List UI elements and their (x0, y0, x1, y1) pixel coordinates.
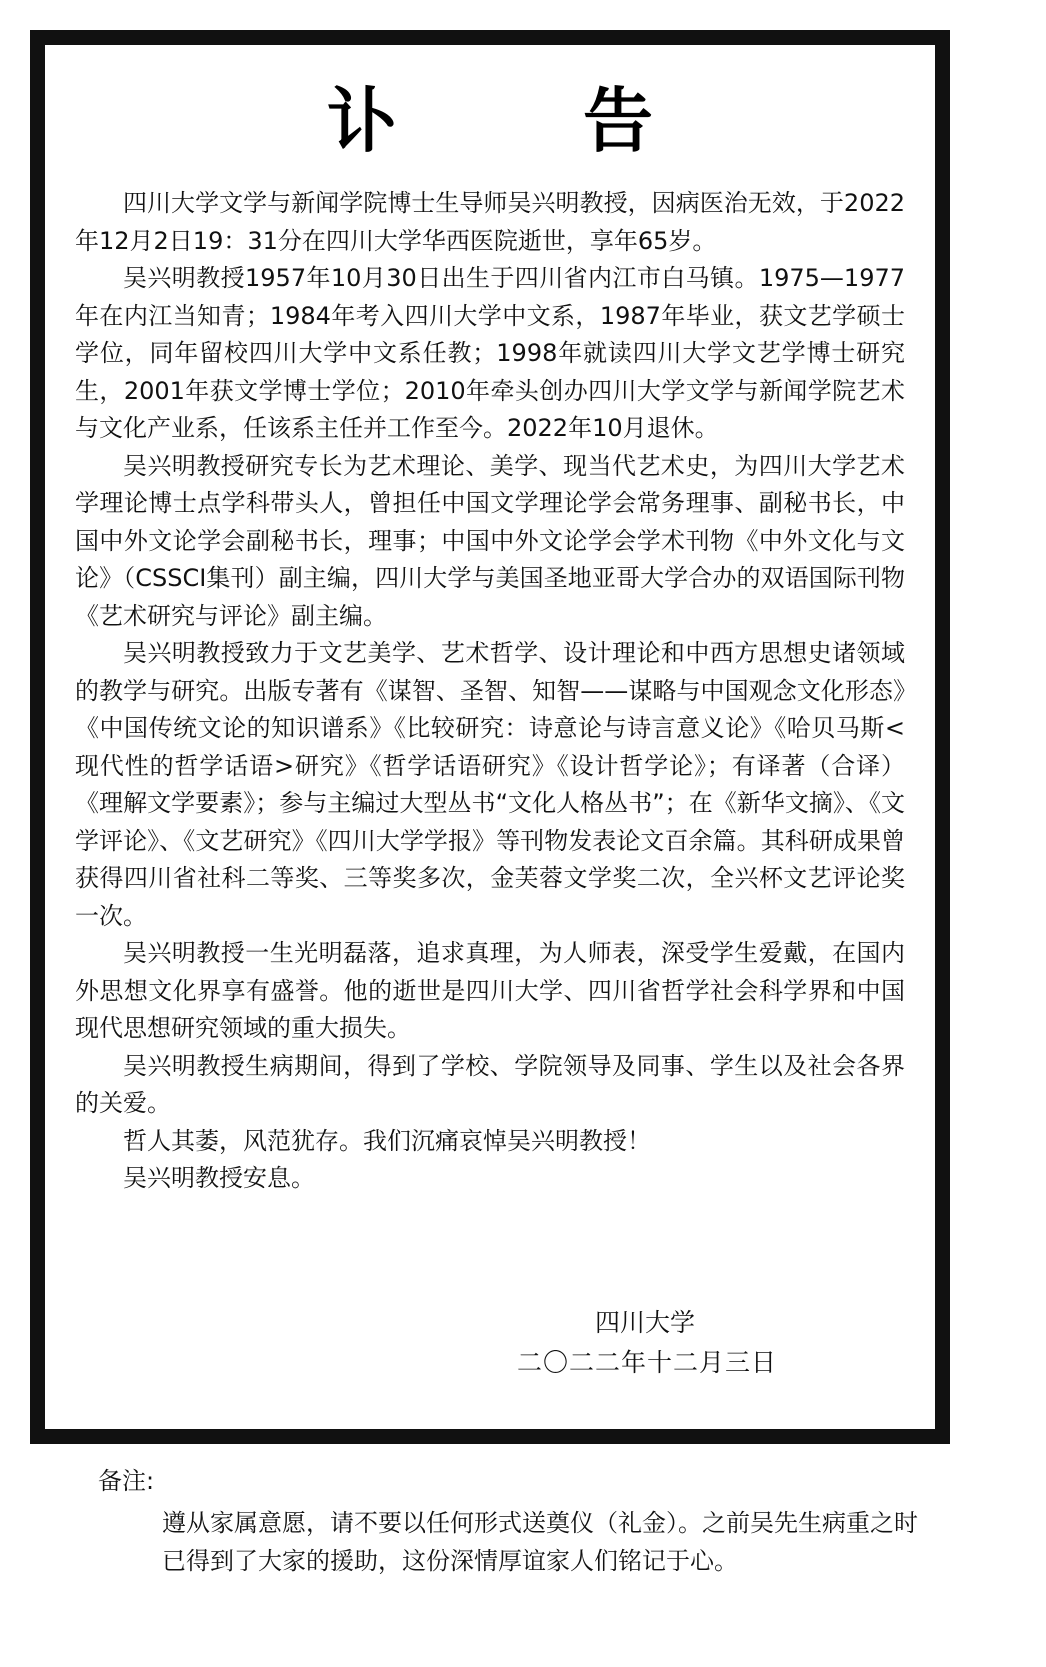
signature-organization: 四川大学 (595, 1308, 696, 1337)
notice-title: 讣 告 (327, 80, 711, 162)
paragraph-research-roles: 吴兴明教授研究专长为艺术理论、美学、现当代艺术史，为四川大学艺术学理论博士点学科带头人，曾担任中国文学理论学会常务理事、副秘书长，中国中外文论学会副秘书长，理事；中国中外文论学会学术刊物《中外文化与文论》（CSSCI集刊）副主编，四川大学与美国圣地亚哥大学合办的双语国际刊物《艺术研究与评论》副主编。 (75, 451, 905, 630)
notice-body (75, 185, 905, 1198)
paragraph-rest-in-peace: 吴兴明教授安息。 (123, 1164, 315, 1192)
notes-section (98, 1462, 918, 1580)
paragraph-mourning: 哲人其萎，风范犹存。我们沉痛哀悼吴兴明教授！ (123, 1126, 651, 1155)
paragraph-biography: 吴兴明教授1957年10月30日出生于四川省内江市白马镇。1975—1977年在内江当知青；1984年考入四川大学中文系，1987年毕业，获文艺学硕士学位，同年留校四川大学中文系任教；1998年就读四川大学文艺学博士研究生，2001年获文学博士学位；2010年牵头创办四川大学文学与新闻学院艺术与文化产业系，任该系主任并工作至今。2022年10月退休。 (75, 264, 905, 442)
notes-label: 备注: (98, 1467, 155, 1495)
obituary-frame (30, 30, 950, 1444)
signature-block (517, 1303, 797, 1383)
paragraph-death-announcement: 四川大学文学与新闻学院博士生导师吴兴明教授，因病医治无效，于2022年12月2日19：31分在四川大学华西医院逝世，享年65岁。 (75, 189, 905, 255)
paragraph-tribute: 吴兴明教授一生光明磊落，追求真理，为人师表，深受学生爱戴，在国内外思想文化界享有盛誉。他的逝世是四川大学、四川省哲学社会科学界和中国现代思想研究领域的重大损失。 (75, 939, 905, 1042)
signature-date: 二〇二二年十二月三日 (517, 1348, 778, 1377)
notes-text: 遵从家属意愿，请不要以任何形式送奠仪（礼金）。之前吴先生病重之时已得到了大家的援助，这份深情厚谊家人们铭记于心。 (162, 1509, 918, 1575)
paragraph-publications: 吴兴明教授致力于文艺美学、艺术哲学、设计理论和中西方思想史诸领域的教学与研究。出版专著有《谋智、圣智、知智——谋略与中国观念文化形态》《中国传统文论的知识谱系》《比较研究：诗意论与诗言意义论》《哈贝马斯<现代性的哲学话语>研究》《哲学话语研究》《设计哲学论》；有译著（合译）《理解文学要素》；参与主编过大型丛书“文化人格丛书”；在《新华文摘》、《文学评论》、《文艺研究》《四川大学学报》等刊物发表论文百余篇。其科研成果曾获得四川省社科二等奖、三等奖多次，金芙蓉文学奖二次，全兴杯文艺评论奖一次。 (75, 639, 905, 930)
paragraph-illness-care: 吴兴明教授生病期间，得到了学校、学院领导及同事、学生以及社会各界的关爱。 (75, 1051, 905, 1117)
